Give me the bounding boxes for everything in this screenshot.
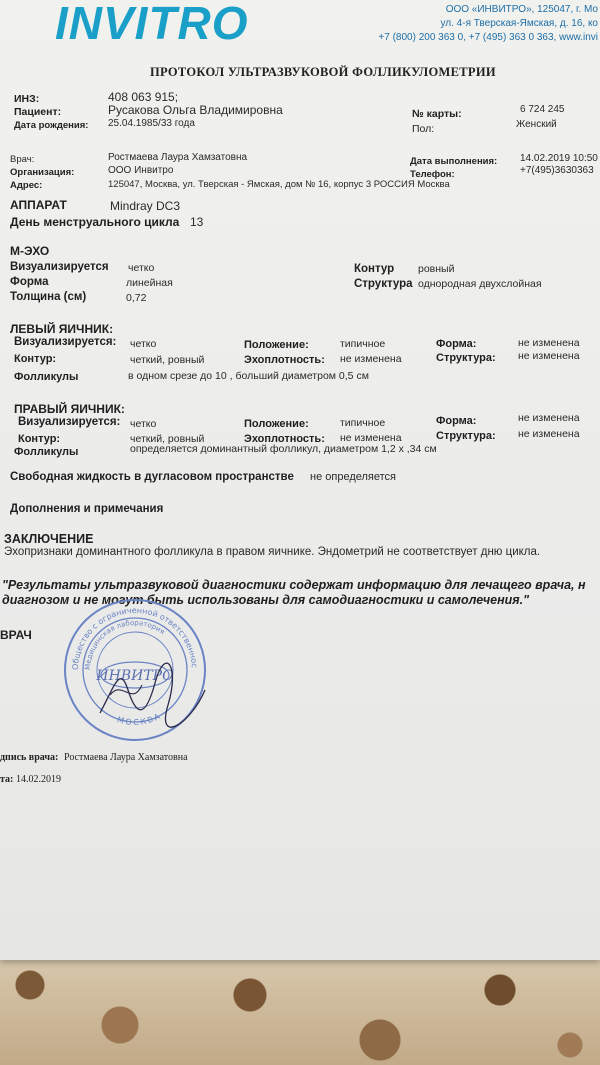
notes-label: Дополнения и примечания <box>10 503 164 515</box>
left-form-label: Форма: <box>436 338 477 350</box>
left-vis-value: четко <box>130 338 157 350</box>
m-echo-contour-value: ровный <box>418 263 455 275</box>
left-echo-label: Эхоплотность: <box>244 354 325 366</box>
right-contour-label: Контур: <box>18 433 61 445</box>
stamp-ring-top: Общество с ограниченной ответственнос <box>70 605 199 671</box>
left-struct-value: не изменена <box>518 350 580 362</box>
org-value: ООО Инвитро <box>108 165 174 176</box>
m-echo-contour-label: Контур <box>354 263 395 275</box>
left-follicles-label: Фолликулы <box>14 371 79 383</box>
right-form-value: не изменена <box>518 412 580 424</box>
right-struct-label: Структура: <box>436 430 496 442</box>
conclusion-text: Эхопризнаки доминантного фолликула в правом яичнике. Эндометрий не соответствует дню цикла. <box>4 546 541 558</box>
svg-text:МОСКВА <box>116 711 163 727</box>
fluid-value: не определяется <box>310 471 396 483</box>
m-echo-vis-value: четко <box>128 262 155 274</box>
m-echo-struct-value: однородная двухслойная <box>418 278 542 290</box>
left-contour-value: четкий, ровный <box>130 354 205 366</box>
m-echo-heading: М-ЭХО <box>10 244 50 258</box>
address-label: Адрес: <box>10 180 43 191</box>
date-value: 14.02.2019 <box>16 774 61 785</box>
patient-name: Русакова Ольга Владимировна <box>108 103 283 117</box>
m-echo-thickness-label: Толщина (см) <box>10 291 87 303</box>
left-pos-label: Положение: <box>244 339 309 351</box>
org-line-2: ул. 4-я Тверская-Ямская, д. 16, ко <box>440 18 598 29</box>
right-ovary-heading: ПРАВЫЙ ЯИЧНИК: <box>14 402 125 416</box>
org-line-1: ООО «ИНВИТРО», 125047, г. Мо <box>445 4 598 15</box>
left-follicles-value: в одном срезе до 10 , больший диаметром 0,5 см <box>128 370 369 382</box>
phone-value: +7(495)3630363 <box>520 165 594 176</box>
org-label: Организация: <box>10 167 75 178</box>
left-ovary-heading: ЛЕВЫЙ ЯИЧНИК: <box>10 322 114 336</box>
card-label: № карты: <box>412 108 462 120</box>
apparatus-value: Mindray DC3 <box>110 199 181 213</box>
left-contour-label: Контур: <box>14 353 57 365</box>
org-line-3: +7 (800) 200 363 0, +7 (495) 363 0 363, www.invi <box>378 32 598 43</box>
right-echo-value: не изменена <box>340 432 402 444</box>
m-echo-vis-label: Визуализируется <box>10 261 109 273</box>
m-echo-thickness-value: 0,72 <box>126 292 147 304</box>
apparatus-label: АППАРАТ <box>10 198 67 212</box>
right-struct-value: не изменена <box>518 428 580 440</box>
date-performed-label: Дата выполнения: <box>410 156 498 167</box>
patient-label: Пациент: <box>14 106 62 118</box>
right-follicles-value: определяется доминантный фолликул, диаметром 1,2 х ,34 см <box>130 443 437 455</box>
left-form-value: не изменена <box>518 337 580 349</box>
disclaimer-line-1: "Результаты ультразвуковой диагностики содержат информацию для лечащего врача, н <box>2 578 586 592</box>
signature-value: Ростмаева Лаура Хамзатовна <box>64 752 188 763</box>
fluid-label: Свободная жидкость в дугласовом пространстве <box>10 471 294 483</box>
carpet-background <box>0 955 600 1065</box>
conclusion-heading: ЗАКЛЮЧЕНИЕ <box>4 532 94 546</box>
right-vis-label: Визуализируется: <box>18 416 121 428</box>
card-value: 6 724 245 <box>520 104 565 115</box>
right-pos-label: Положение: <box>244 418 309 430</box>
m-echo-struct-label: Структура <box>354 278 413 290</box>
left-echo-value: не изменена <box>340 353 402 365</box>
left-pos-value: типичное <box>340 338 386 350</box>
date-label: та: <box>0 774 14 785</box>
doctor-heading: ВРАЧ <box>0 628 32 642</box>
right-form-label: Форма: <box>436 415 477 427</box>
phone-label: Телефон: <box>410 169 455 180</box>
signature-label: дпись врача: <box>0 752 59 763</box>
stamp-center-text: ИНВИТРО <box>96 668 174 684</box>
stamp-ring-mid: Медицинская лаборатория <box>83 618 167 671</box>
inz-value: 408 063 915; <box>108 90 179 104</box>
m-echo-form-label: Форма <box>10 276 49 288</box>
inz-label: ИНЗ: <box>14 93 40 105</box>
invitro-logo: INVITRO <box>55 0 249 49</box>
dob-value: 25.04.1985/33 года <box>108 118 195 129</box>
right-echo-label: Эхоплотность: <box>244 433 325 445</box>
dob-label: Дата рождения: <box>14 120 89 131</box>
right-vis-value: четко <box>130 418 157 430</box>
m-echo-form-value: линейная <box>126 277 173 289</box>
disclaimer-line-2: диагнозом и не могут быть использованы для самодиагностики и самолечения." <box>2 593 530 607</box>
left-vis-label: Визуализируется: <box>14 336 117 348</box>
cycle-day-value: 13 <box>190 215 204 229</box>
page-title: ПРОТОКОЛ УЛЬТРАЗВУКОВОЙ ФОЛЛИКУЛОМЕТРИИ <box>150 65 496 79</box>
left-struct-label: Структура: <box>436 352 496 364</box>
cycle-day-label: День менструального цикла <box>10 215 180 229</box>
clinic-stamp <box>60 595 210 750</box>
doctor-value: Ростмаева Лаура Хамзатовна <box>108 152 248 163</box>
date-performed-value: 14.02.2019 10:50 <box>520 153 598 164</box>
doctor-label: Врач: <box>10 154 35 165</box>
right-pos-value: типичное <box>340 417 386 429</box>
address-value: 125047, Москва, ул. Тверская - Ямская, дом № 16, корпус 3 РОССИЯ Москва <box>108 179 450 190</box>
right-contour-value: четкий, ровный <box>130 433 205 445</box>
sex-value: Женский <box>516 119 557 130</box>
sex-label: Пол: <box>412 123 435 135</box>
stamp-ring-bottom: МОСКВА <box>116 710 164 728</box>
right-follicles-label: Фолликулы <box>14 446 79 458</box>
